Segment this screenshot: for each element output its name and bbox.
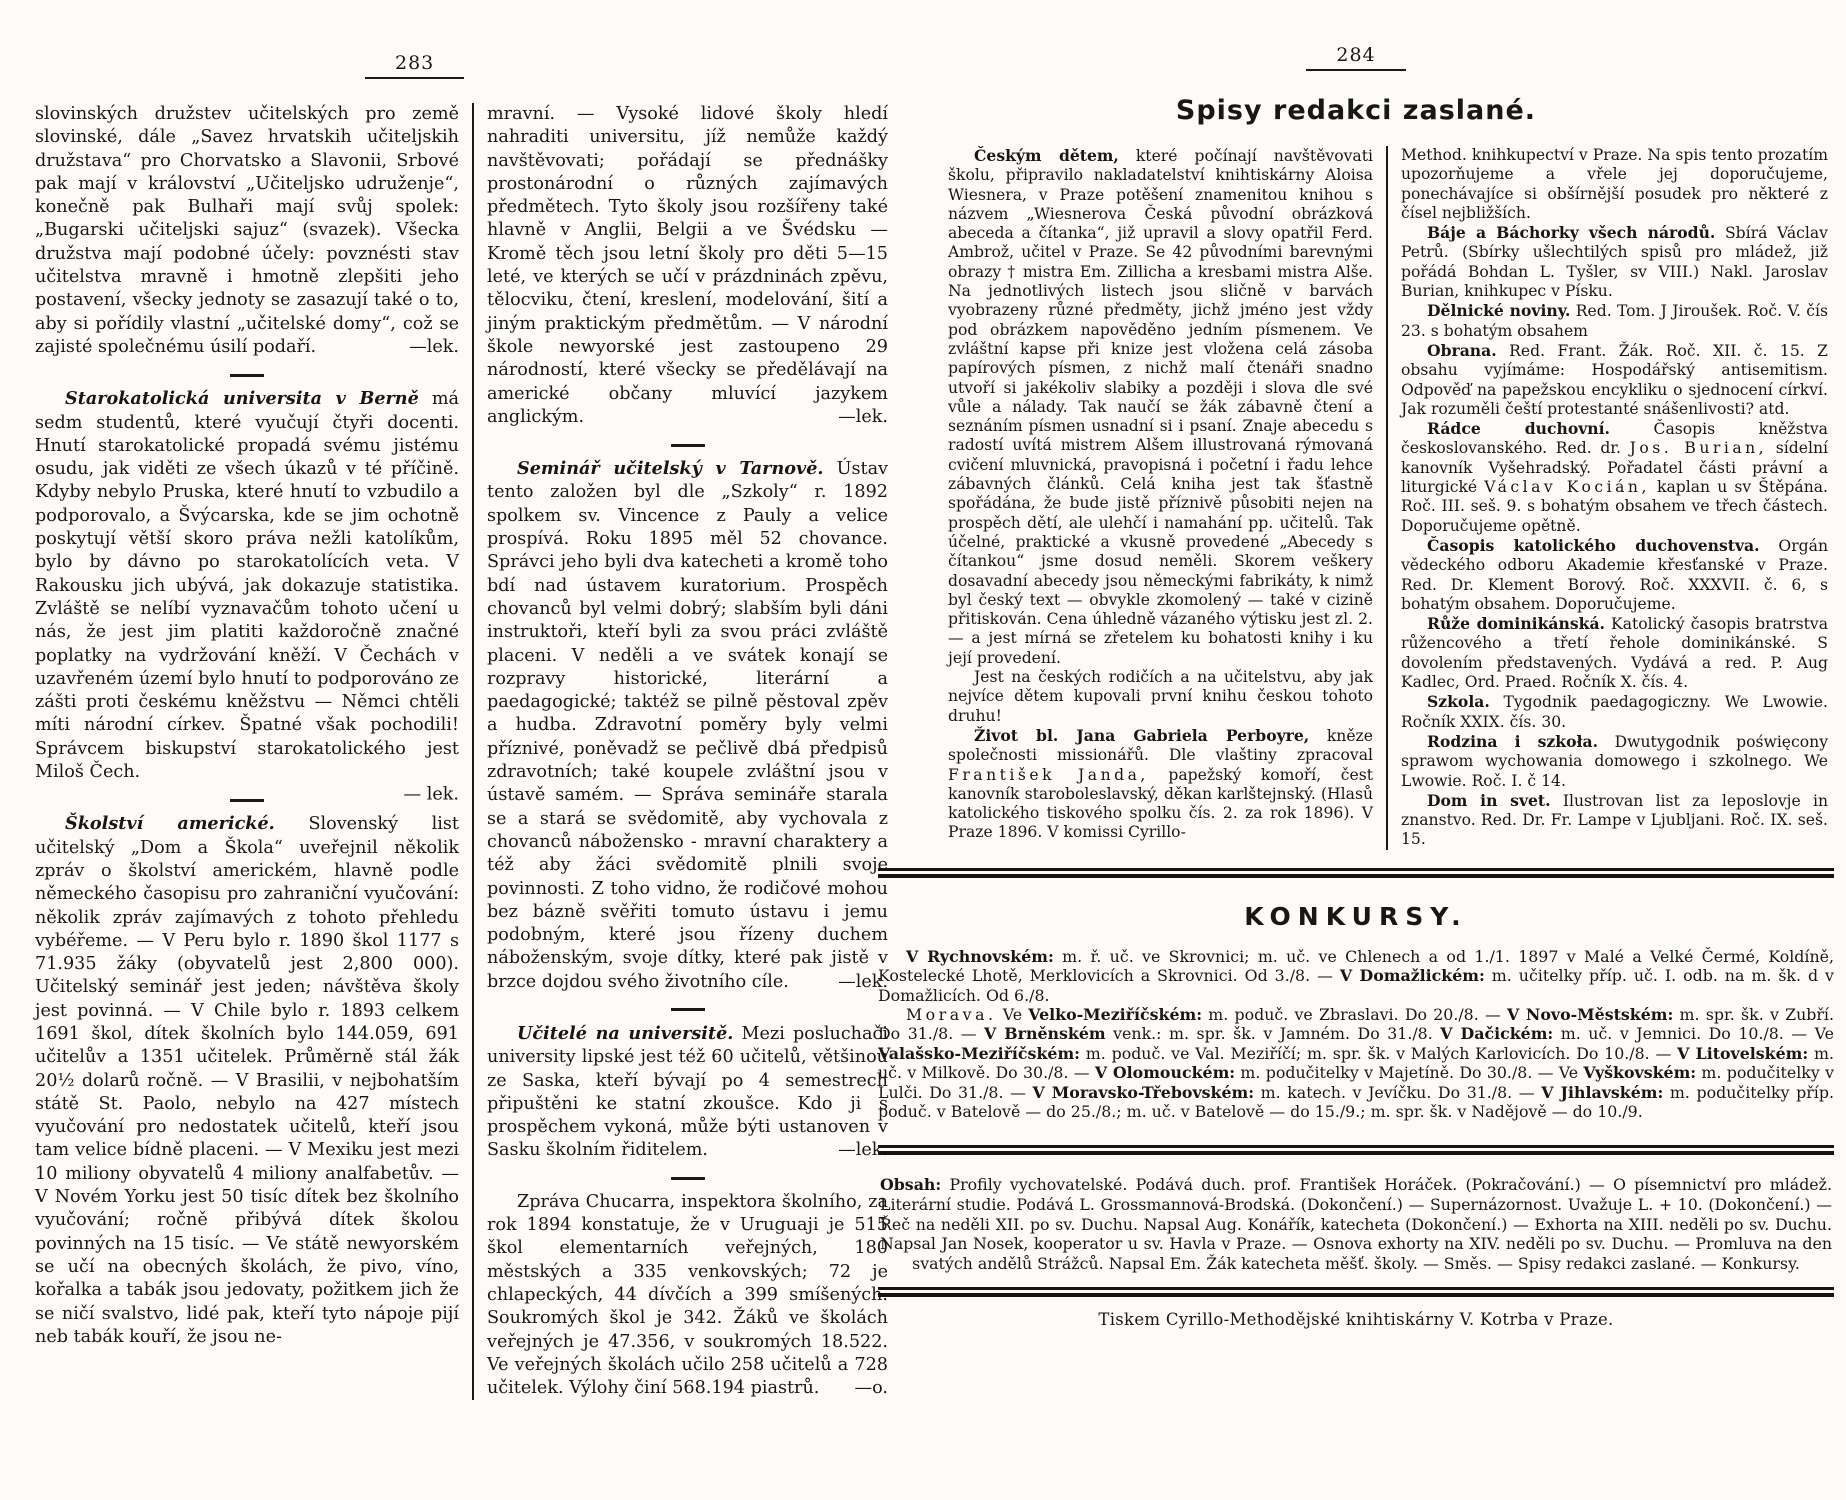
author-signature: —o.: [854, 1378, 888, 1399]
article-separator-dash: [487, 1168, 888, 1184]
paragraph: [487, 103, 888, 429]
dash-rule: [230, 374, 264, 377]
bold-lead-run: V Dačickém:: [1440, 1024, 1554, 1044]
bold-lead-run: Rodzina i szkoła.: [1427, 731, 1599, 751]
author-signature: —lek.: [838, 1140, 888, 1161]
bold-lead-run: Život bl. Jana Gabriela Perboyre,: [974, 725, 1310, 745]
text-run: Ve: [996, 1004, 1029, 1024]
text-run: Tygodnik paedagogiczny. We Lwowie. Ročník XXIX. čís. 30.: [1401, 693, 1828, 731]
text-run: Ilustrovan list za leposlovje in znanstvo. Red. Dr. Fr. Lampe v Ljubljani. Roč. IX. seš. 15.: [1401, 791, 1829, 849]
bold-lead-run: V Moravsko-Třebovském:: [1032, 1082, 1255, 1102]
page-number-left: 283: [365, 52, 464, 79]
italic-title-run: Starokatolická universita v Berně: [65, 388, 419, 410]
dash-rule: [671, 1008, 705, 1011]
author-signature: —lek.: [838, 971, 888, 992]
letterspaced-name-run: Jos. Burian,: [1629, 439, 1768, 458]
paragraph: [1401, 419, 1828, 536]
text-run: které počínají navštěvovati školu, připravilo nakladatelství knihtiskárny Aloisa Wiesnera, v Praze potěšení znamenitou knihou s názvem „Wiesnerova Česká původní obrázková abeceda a čítanka“, již upravil a slovy opatřil Ferd. Ambrož, učitel v Praze. Se 42 původními barevnými obrazy † mistra Em. Zillicha a kresbami mistra Alše. Na jednotlivých listech jsou sličně v barvách vyobrazeny různé předměty, jichž jméno jest vždy pod obrázkem napověděno jedním písmenem. Ve zvláštní kapse při knize jest vložena celá zásoba papírových písmen, z nichž malí čtenáři snadno utvoří si jakékoliv slabiky a později i slova dle své vůle a nálady. Tak naučí se žák zábavně čtení a seznáním písmen usnadní si i psaní. Znaje abecedu s radostí uvítá mistrem Alšem illustrovaná rýmovaná cvičení mluvnická, pravopisná i početní i řadu lehce zábavných článků. Celá kniha jest tak šťastně spořádána, že bude jistě příznivě působiti nejen na prospěch dětí, ale ulehčí i namahání pp. učitelů. Tak účelné, praktické a vkusně provedené „Abecedy s čítankou“ jsme dosud neměli. Skorem veškery dosavadní abecedy jsou německými fabrikáty, k nimž byl český text — obvykle zkomolený — také v cizině přitiskován. Cena úhledně vázaného výtisku jest zl. 2.— a jest mírná se zřetelem ku bohatosti knihy i ku její provedení.: [948, 147, 1373, 667]
page-284: [878, 44, 1834, 1329]
paragraph: [487, 1022, 888, 1163]
text-run: Ústav tento založen byl dle „Szkoly“ r. 1892 spolkem sv. Vincence z Pauly a velice prospívá. Roku 1895 měl 52 chovance. Správci jeho byli dva katecheti a kromě toho bdí nad ústavem kuratorium. Prospěch chovanců byl velmi dobrý; slabším byli dáni instruktoři, kteří byli za svou práci zvláště placeni. V neděli a ve svátek konají se rozpravy historické, literární a paedagogické; taktéž se pilně pěstoval zpěv a hudba. Zdravotní poměry byly velmi příznivé, poněvadž se pečlivě dbá předpisů zdravotních; také koupele zvláštní jsou v ústavě samém. — Správa semináře starala se a stará se svědomitě, aby vychovala z chovanců nábožensko - mravní charaktery a též aby žáci svědomitě plnili svoje povinnosti. Z toho vidno, že rodičové mohou bez bázně svěřiti tomuto ústavu i jemu podobným, které jsou řízeny duchem náboženským, svoje dítky, které pak jistě v brzce dojdou svého životního cíle.: [487, 459, 888, 992]
bold-lead-run: V Novo-Městském:: [1506, 1004, 1674, 1024]
article-separator-dash: [35, 364, 459, 380]
text-run: kaplan u sv Štěpána. Roč. III. seš. 9. s bohatým obsahem ve třech částech. Doporučujeme opětně.: [1401, 478, 1829, 535]
text-run: Method. knihkupectví v Praze. Na spis tento prozatím upozorňujeme a vřele jej doporučujeme, ponechávajíce si obšírnější posudek pro některé z čísel nejbližších.: [1401, 146, 1828, 222]
right-page-columns: [948, 146, 1834, 850]
imprint-footer: Tiskem Cyrillo-Methodějské knihtiskárny V. Kotrba v Praze.: [1098, 1310, 1614, 1330]
text-run: Red. Frant. Žák. Roč. XII. č. 15. Z obsahu vyjímáme: Hospodářský antisemitism. Odpověď na papežskou encykliku o sjednocení církví. Jak rozuměli čeští protestanté snášenlivosti? atd.: [1401, 341, 1828, 418]
page-283: [35, 52, 891, 1400]
text-run: Zpráva Chucarra, inspektora školního, za rok 1894 konstatuje, že v Uruguaji je 515 škol elementarních veřejných, 180 městských a 335 venkovských; 72 je chlapeckých, 44 dívčích a 399 smíšených. Soukromých škol je 342. Žáků ve školách veřejných je 47.356, v soukromých 18.522. Ve veřejných školách učilo 258 učitelů a 728 učitelek. Výlohy činí 568.194 piastrů.: [487, 1191, 888, 1399]
article-separator-dash: [487, 999, 888, 1015]
text-run: má sedm studentů, které vyučují čtyři docenti. Hnutí starokatolické propadá svému jistému osudu, jak viděti ze všech úkazů v té příčině. Kdyby nebylo Pruska, které hnutí to vzbudilo a podporovalo, a Švýcarska, kde se jim ochotně poskytují větší skoro práva nežli katolíkům, bylo by dávno po starokatolících veta. V Rakousku jich ubývá, jak dokazuje statistika. Zvláště se nelíbí vyznavačům tohoto učení u nás, že jest jim platiti každoročně značné poplatky na vydržování kněží. V Čechách v uzavřeném území bylo hnutí to podporováno ze zášti proti českému kněžstvu — Němci chtěli míti národní církev. Špatné však pochodili! Správcem biskupství starokatolického jest Miloš Čech.: [35, 389, 460, 783]
text-run: m. spr. šk. v Zubří. Do 31./8. —: [878, 1004, 1834, 1044]
left-page-column-1: [35, 103, 459, 1400]
bold-lead-run: Dom in svet.: [1427, 790, 1551, 810]
text-run: Profily vychovatelské. Podává duch. prof. František Horáček. (Pokračování.) — O písemnictví pro mládež. Literární studie. Podává L. Grossmannová-Brodská. (Dokončení.) — Supernázornost. Uvažuje L. + 10. (Dokončení.) — Řeč na neděli XII. po sv. Duchu. Napsal Aug. Konářík, katecheta (Dokončení.) — Exhorta na XIII. neděli po sv. Duchu. Napsal Jan Nosek, kooperator u sv. Havla v Praze. — Osnova exhorty na XIV. neděli po sv. Duchu. — Promluva na den svatých andělů Strážců. Napsal Em. Žák katecheta měšť. školy. — Směs. — Spisy redakci zaslané. — Konkursy.: [880, 1175, 1832, 1273]
text-run: Slovenský list učitelský „Dom a Škola“ uveřejnil několik zpráv o školství americkém, hlavně podle německého časopisu pro zahraniční vyučování: několik zpráv zajímavých z tohoto přehledu vybéřeme. — V Peru bylo r. 1890 škol 1177 s 71.935 žáky (obyvatelů jest 2,800 000). Učitelský seminář jest jeden; návštěva školy jest povinná. — V Chile bylo r. 1893 celkem 1691 škol, dítek školních bylo 144.059, 691 učitelův a 1351 učitelek. Průměrně stál žák 20½ dolarů ročně. — V Brasilii, v nejbohatším státě St. Paolo, nebylo na 427 místech vyučování pro nedostatek učitelů, kteří jsou tam velice bídně placeni. — V Mexiku jest mezi 10 miliony obyvatelů 4 miliony analfabetův. — V Novém Yorku jest 50 tisíc dítek bez školního vyučování; ročně přibývá dítek školou povinných na 15 tisíc. — Ve státě newyorském se učí na obecných školách, že pivo, víno, kořalka a tabák jsou jedovaty, požitkem jich že se ničí svalstvo, lidé pak, kteří tyto nápoje pijí neb tabák kouří, že jsou ne-: [35, 814, 460, 1347]
text-run: Red. Tom. J Jiroušek. Roč. V. čís 23. s bohatým obsahem: [1401, 302, 1828, 340]
text-run: m. podučitelky příp. poduč. v Batelově — do 25./8.; m. uč. v Batelově — do 15./9.; m. spr. šk. v Nadějově — do 10./9.: [878, 1082, 1834, 1121]
paragraph: [35, 387, 459, 784]
text-run: m. katech. v Jevíčku. Do 31./8. —: [1254, 1082, 1542, 1102]
text-run: kněze společnosti missionářů. Dle vlaštiny zpracoval: [948, 726, 1373, 765]
text-run: sídelní kanovník Vyšehradský. Pořadatel části právní a liturgické: [1401, 439, 1828, 497]
author-signature: — lek.: [403, 784, 459, 805]
paragraph: [35, 812, 459, 1349]
bold-lead-run: Báje a Báchorky všech národů.: [1427, 223, 1716, 243]
italic-title-run: Seminář učitelský v Tarnově.: [517, 458, 824, 480]
author-signature: —lek.: [838, 406, 888, 427]
left-page-column-2: [487, 103, 888, 1400]
text-run: slovinských družstev učitelských pro země slovinské, dále „Savez hrvatskih učiteljskih družstava“ pro Chorvatsko a Slavonii, Srbové pak mají v království „Učiteljsko udruženje“, konečně pak Bulhaři mají svůj spolek: „Bugarski učiteljski sajuz“ (svazek). Všecka družstva mají podobné účely: povznésti stav učitelstva mravně i hmotně zlepšiti jeho postavení, všecky jednoty se zasazují také o to, aby si pořídily vlastní „učitelské domy“, což se zajisté společnému úsilí podaří.: [35, 104, 459, 357]
bold-lead-run: Velko-Meziříčském:: [1028, 1004, 1203, 1024]
text-run: Dwutygodnik poświęcony sprawom wychowania domowego i szkolnego. We Lwowie. Roč. I. č 14.: [1401, 732, 1829, 790]
paragraph: [35, 103, 459, 359]
page-number-right: 284: [1306, 44, 1405, 71]
paragraph: [880, 1175, 1832, 1273]
text-run: Sbírá Václav Petrů. (Sbírky ušlechtilých spisů pro mládež, již pořádá Bohdan L. Tyšler, sv VIII.) Nakl. Jaroslav Burian, knihkupec v Písku.: [1401, 224, 1828, 301]
column-divider-rule: [1386, 146, 1388, 850]
paragraph: [878, 947, 1834, 1005]
left-page-columns: [35, 103, 891, 1400]
text-run: m. ř. uč. ve Skrovnici; m. uč. ve Chlenech a od 1./1. 1897 v Malé a Velké Čermé, Koldíně, Kostelecké Lhotě, Merklovicích a Skrovnici. Od 3./8. —: [878, 946, 1834, 986]
bold-lead-run: Časopis katolického duchovenstva.: [1427, 535, 1760, 555]
article-separator-dash: [487, 434, 888, 450]
paragraph: [487, 457, 888, 994]
text-run: m. uč. v Milkově. Do 30./8. —: [878, 1043, 1834, 1083]
column-divider-rule: [472, 103, 474, 1400]
paragraph: [948, 668, 1373, 726]
bold-lead-run: Dělnické noviny.: [1427, 301, 1571, 321]
text-run: Katolický časopis bratrstva růžencového a třetí řehole dominikánské. S dovolením představených. Vydává a red. P. Aug Kadlec, Ord. Praed. Ročník X. čís. 4.: [1401, 615, 1828, 692]
paragraph: [1401, 341, 1828, 419]
bold-lead-run: V Olomouckém:: [1094, 1063, 1236, 1083]
right-page-column-2: [1401, 146, 1828, 850]
text-run: Jest na českých rodičích a na učitelstvu, aby jak nejvíce dětem kupovali první knihu českou tohoto druhu!: [948, 668, 1373, 725]
text-run: m. poduč. ve Val. Meziříčí; m. spr. šk. v Malých Karlovicích. Do 10./8. —: [1080, 1043, 1678, 1063]
bold-lead-run: V Jihlavském:: [1541, 1082, 1664, 1102]
letterspaced-name-run: Václav Kocián,: [1484, 478, 1650, 497]
double-rule-above-obsah: [878, 1145, 1834, 1155]
paragraph: [1401, 536, 1828, 614]
bold-lead-run: V Rychnovském:: [906, 946, 1054, 966]
text-run: Mezi posluchači university lipské jest též 60 učitelů, většinou ze Saska, kteří bývají po 4 semestrech připuštěni ke statní zkoušce. Kdo ji s prospěchem vykoná, může býti ustanoven v Sasku školním řiditelem.: [487, 1023, 888, 1161]
paragraph: [948, 146, 1373, 668]
section-title-konkursy: KONKURSY.: [1244, 901, 1468, 931]
bold-lead-run: V Domažlickém:: [1339, 966, 1485, 986]
paragraph: [1401, 223, 1828, 301]
double-rule-below-obsah: [878, 1287, 1834, 1297]
double-rule-above-konkursy: [878, 868, 1834, 878]
paragraph: [1401, 791, 1828, 850]
italic-title-run: Školství americké.: [65, 813, 275, 835]
paragraph: [1401, 614, 1828, 692]
paragraph: [948, 726, 1373, 843]
dash-rule: [671, 1177, 705, 1180]
text-run: venk.: m. spr. šk. v Jamném. Do 31./8.: [1105, 1024, 1441, 1044]
right-page-column-1: [948, 146, 1373, 850]
italic-title-run: Učitelé na universitě.: [517, 1022, 734, 1044]
dash-rule: [671, 444, 705, 447]
text-run: m. uč. v Jemnici. Do 10./8. — Ve: [1553, 1024, 1834, 1044]
bold-lead-run: V Brněnském: [984, 1024, 1106, 1044]
letterspaced-name-run: Morava.: [906, 1004, 997, 1024]
obsah-section: [878, 1155, 1834, 1287]
paragraph: [1401, 301, 1828, 341]
text-run: Časopis kněžstva českoslovanského. Red. dr.: [1401, 420, 1828, 458]
paragraph: [878, 1005, 1834, 1121]
text-run: Orgán vědeckého odboru Akademie křesťanské v Praze. Red. Dr. Klement Borový. Roč. XXXVII. č. 6, s bohatým obsahem. Doporučujeme.: [1401, 536, 1828, 613]
bold-lead-run: Szkola.: [1427, 692, 1490, 712]
bold-lead-run: Českým dětem,: [974, 146, 1119, 165]
bold-lead-run: Růže dominikánská.: [1427, 614, 1605, 634]
paragraph: [1401, 146, 1828, 223]
bold-lead-run: Valašsko-Meziříčském:: [878, 1043, 1080, 1063]
text-run: mravní. — Vysoké lidové školy hledí nahraditi universitu, jíž nemůže každý navštěvovati; pořádají se přednášky prostonárodní o různých zajímavých předmětech. Tyto školy jsou rozšířeny také hlavně v Anglii, Belgii a ve Švédsku — Kromě těch jsou letní školy pro děti 5—15 leté, ve kterých se učí v prázdninách zpěvu, tělocviku, čtení, kreslení, modelování, šití a jiným praktickým předmětům. — V národní škole newyorské jest zastoupeno 29 národností, které všecky se předělávají na americké občany mluvící jazykem anglickým.: [487, 104, 888, 427]
bold-lead-run: Obrana.: [1427, 340, 1497, 360]
text-run: m. podučitelky v Majetíně. Do 30./8. — Ve: [1235, 1063, 1584, 1083]
bold-lead-run: Rádce duchovní.: [1427, 419, 1610, 439]
text-run: m. podučitelky v Lulči. Do 31./8. —: [878, 1063, 1835, 1102]
text-run: m. učitelky příp. uč. I. odb. na m. šk. d v Domažlicích. Od 6./8.: [878, 966, 1834, 1005]
text-run: m. poduč. ve Zbraslavi. Do 20./8. —: [1202, 1004, 1507, 1024]
bold-lead-run: V Litovelském:: [1677, 1043, 1809, 1063]
author-signature: —lek.: [409, 336, 459, 357]
article-separator-dash: [35, 784, 459, 805]
text-run: papežský komoří, čest kanovník staroboleslavský, děkan karlštejnský. (Hlasů katolického tiskového spolku čís. 2. za rok 1896). V Praze 1896. V komissi Cyrillo-: [948, 765, 1373, 842]
paragraph: [487, 1191, 888, 1401]
paragraph: [1401, 732, 1828, 791]
dash-rule: [230, 799, 264, 802]
letterspaced-name-run: František Janda,: [948, 765, 1149, 784]
section-title-spisy-redakci-zaslane: Spisy redakci zaslané.: [1175, 95, 1537, 126]
bold-lead-run: Vyškovském:: [1583, 1063, 1697, 1083]
bold-lead-run: Obsah:: [880, 1175, 942, 1195]
konkursy-section: [878, 947, 1834, 1122]
paragraph: [1401, 692, 1828, 732]
